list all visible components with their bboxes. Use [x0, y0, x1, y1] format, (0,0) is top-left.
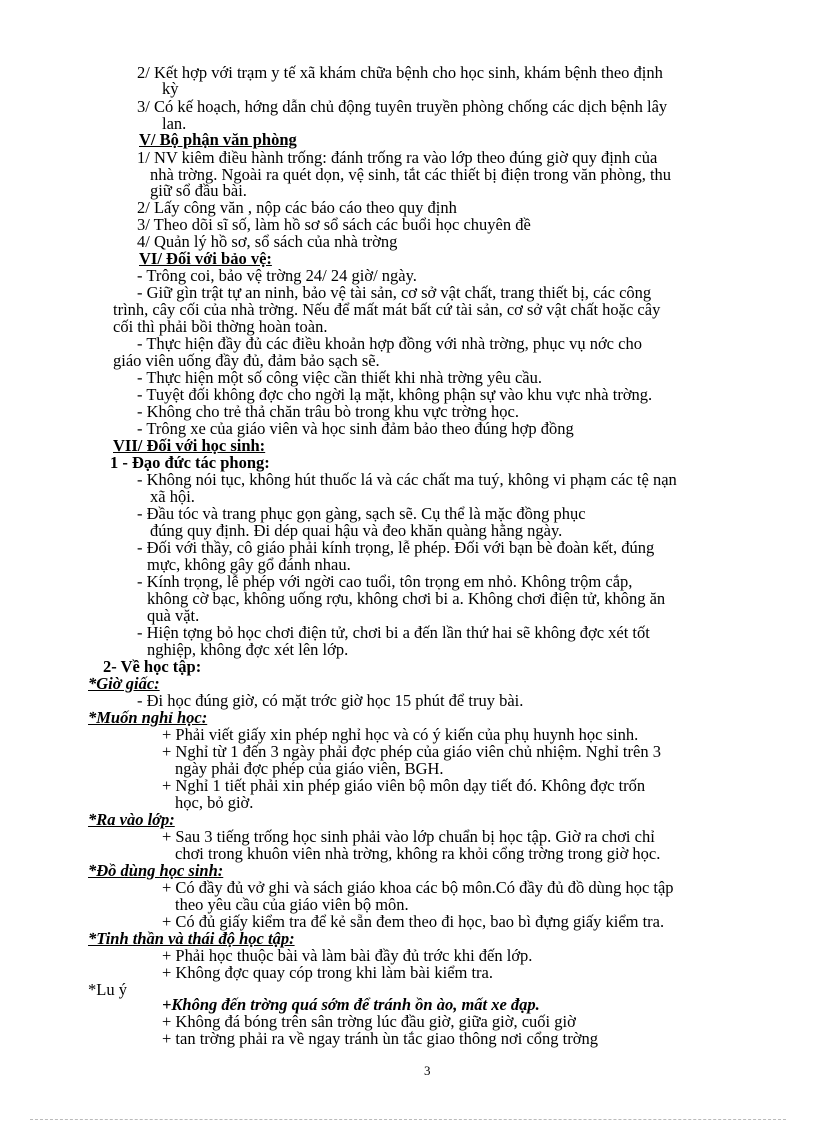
- text-line: + Nghỉ 1 tiết phải xin phép giáo viên bộ môn dạy tiết đó. Không đợc trốn: [162, 776, 646, 795]
- text-line: - Thực hiện đầy đủ các điều khoản hợp đồng với nhà trờng, phục vụ nớc cho: [137, 334, 642, 353]
- text-line: học, bỏ giờ.: [175, 793, 254, 812]
- text-line: - Đầu tóc và trang phục gọn gàng, sạch sẽ. Cụ thể là mặc đồng phục: [137, 504, 586, 523]
- subheading-study: 2- Về học tập:: [103, 657, 202, 676]
- text-line: + Có đủ giấy kiểm tra để kẻ sẵn đem theo đi học, bao bì đựng giấy kiểm tra.: [162, 912, 665, 931]
- text-line: mực, không gây gổ đánh nhau.: [147, 555, 351, 574]
- subheading-supplies: *Đồ dùng học sinh:: [88, 861, 224, 880]
- page-divider: [30, 1119, 786, 1120]
- section-heading-office: V/ Bộ phận văn phòng: [139, 130, 297, 149]
- text-line: - Kính trọng, lễ phép với ngời cao tuổi, tôn trọng em nhỏ. Không trộm cắp,: [137, 572, 633, 591]
- text-line: + Không đá bóng trên sân trờng lúc đầu giờ, giữa giờ, cuối giờ: [162, 1012, 576, 1031]
- text-line: lan.: [162, 114, 187, 133]
- text-line: theo yêu cầu của giáo viên bộ môn.: [175, 895, 409, 914]
- text-line: - Trông coi, bảo vệ trờng 24/ 24 giờ/ ngày.: [137, 266, 417, 285]
- text-line: - Tuyệt đối không đợc cho ngời lạ mặt, không phận sự vào khu vực nhà trờng.: [137, 385, 653, 404]
- text-line: - Không cho trẻ thả chăn trâu bò trong khu vực trờng học.: [137, 402, 519, 421]
- text-line: chơi trong khuôn viên nhà trờng, không ra khỏi cổng trờng trong giờ học.: [175, 844, 661, 863]
- note-label: *Lu ý: [88, 980, 127, 999]
- text-line: quà vặt.: [147, 606, 200, 625]
- text-line: không cờ bạc, không uống rợu, không chơi bi a. Không chơi điện tử, không ăn: [147, 589, 666, 608]
- text-line: xã hội.: [150, 487, 195, 506]
- text-line: 3/ Theo dõi sĩ số, làm hồ sơ sổ sách các buổi học chuyên đề: [137, 215, 531, 234]
- text-line: đúng quy định. Đi dép quai hậu và đeo khăn quàng hằng ngày.: [150, 521, 563, 540]
- text-line: 3/ Có kế hoạch, hớng dẫn chủ động tuyên truyền phòng chống các dịch bệnh lây: [137, 97, 668, 116]
- text-line: - Đi học đúng giờ, có mặt trớc giờ học 15 phút để truy bài.: [137, 691, 524, 710]
- text-line: - Hiện tợng bỏ học chơi điện tử, chơi bi a đến lần thứ hai sẽ không đợc xét tốt: [137, 623, 650, 642]
- subheading-class-entry: *Ra vào lớp:: [88, 810, 175, 829]
- text-line: - Thực hiện một số công việc cần thiết khi nhà trờng yêu cầu.: [137, 368, 542, 387]
- text-line: trình, cây cối của nhà trờng. Nếu để mất mát bất cứ tài sản, cơ sở vật chất hoặc cây: [113, 300, 661, 319]
- text-line: 2/ Lấy công văn , nộp các báo cáo theo quy định: [137, 198, 457, 217]
- text-line: nhà trờng. Ngoài ra quét dọn, vệ sinh, tắt các thiết bị điện trong văn phòng, thu: [150, 165, 672, 184]
- text-line: - Đối với thầy, cô giáo phải kính trọng, lễ phép. Đối với bạn bè đoàn kết, đúng: [137, 538, 655, 557]
- text-line: ngày phải đợc phép của giáo viên, BGH.: [175, 759, 444, 778]
- text-line: + Phải học thuộc bài và làm bài đầy đủ trớc khi đến lớp.: [162, 946, 533, 965]
- text-line: 2/ Kết hợp với trạm y tế xã khám chữa bệnh cho học sinh, khám bệnh theo định: [137, 63, 663, 82]
- subheading-punctuality: *Giờ giấc:: [88, 674, 160, 693]
- text-line: + tan trờng phải ra về ngay tránh ùn tắc giao thông nơi cổng trờng: [162, 1029, 598, 1048]
- text-line: +Không đến trờng quá sớm để tránh ồn ào, mất xe đạp.: [162, 995, 540, 1014]
- text-line: kỳ: [162, 79, 179, 98]
- text-line: + Không đợc quay cóp trong khi làm bài kiểm tra.: [162, 963, 493, 982]
- text-line: + Sau 3 tiếng trống học sinh phải vào lớp chuẩn bị học tập. Giờ ra chơi chỉ: [162, 827, 655, 846]
- section-heading-security: VI/ Đối với bảo vệ:: [139, 249, 272, 268]
- text-line: - Giữ gìn trật tự an ninh, bảo vệ tài sản, cơ sở vật chất, trang thiết bị, các công: [137, 283, 652, 302]
- text-line: giáo viên uống đầy đủ, đảm bảo sạch sẽ.: [113, 351, 380, 370]
- text-line: - Trông xe của giáo viên và học sinh đảm bảo theo đúng hợp đồng: [137, 419, 574, 438]
- text-line: 1/ NV kiêm điều hành trống: đánh trống ra vào lớp theo đúng giờ quy định của: [137, 148, 658, 167]
- text-line: cối thì phải bồi thờng hoàn toàn.: [113, 317, 328, 336]
- subheading-absence: *Muốn nghỉ học:: [88, 708, 208, 727]
- section-heading-students: VII/ Đối với học sinh:: [113, 436, 266, 455]
- text-line: + Nghỉ từ 1 đến 3 ngày phải đợc phép của giáo viên chủ nhiệm. Nghỉ trên 3: [162, 742, 661, 761]
- text-line: nghiệp, không đợc xét lên lớp.: [147, 640, 349, 659]
- text-line: giữ sổ đầu bài.: [150, 181, 247, 200]
- text-line: 4/ Quản lý hồ sơ, sổ sách của nhà trờng: [137, 232, 398, 251]
- subheading-attitude: *Tinh thần và thái độ học tập:: [88, 929, 295, 948]
- text-line: - Không nói tục, không hút thuốc lá và các chất ma tuý, không vi phạm các tệ nạn: [137, 470, 677, 489]
- page-number: 3: [424, 1063, 431, 1078]
- text-line: + Có đầy đủ vở ghi và sách giáo khoa các bộ môn.Có đầy đủ đồ dùng học tập: [162, 878, 674, 897]
- subheading-conduct: 1 - Đạo đức tác phong:: [110, 453, 270, 472]
- text-line: + Phải viết giấy xin phép nghỉ học và có ý kiến của phụ huynh học sinh.: [162, 725, 639, 744]
